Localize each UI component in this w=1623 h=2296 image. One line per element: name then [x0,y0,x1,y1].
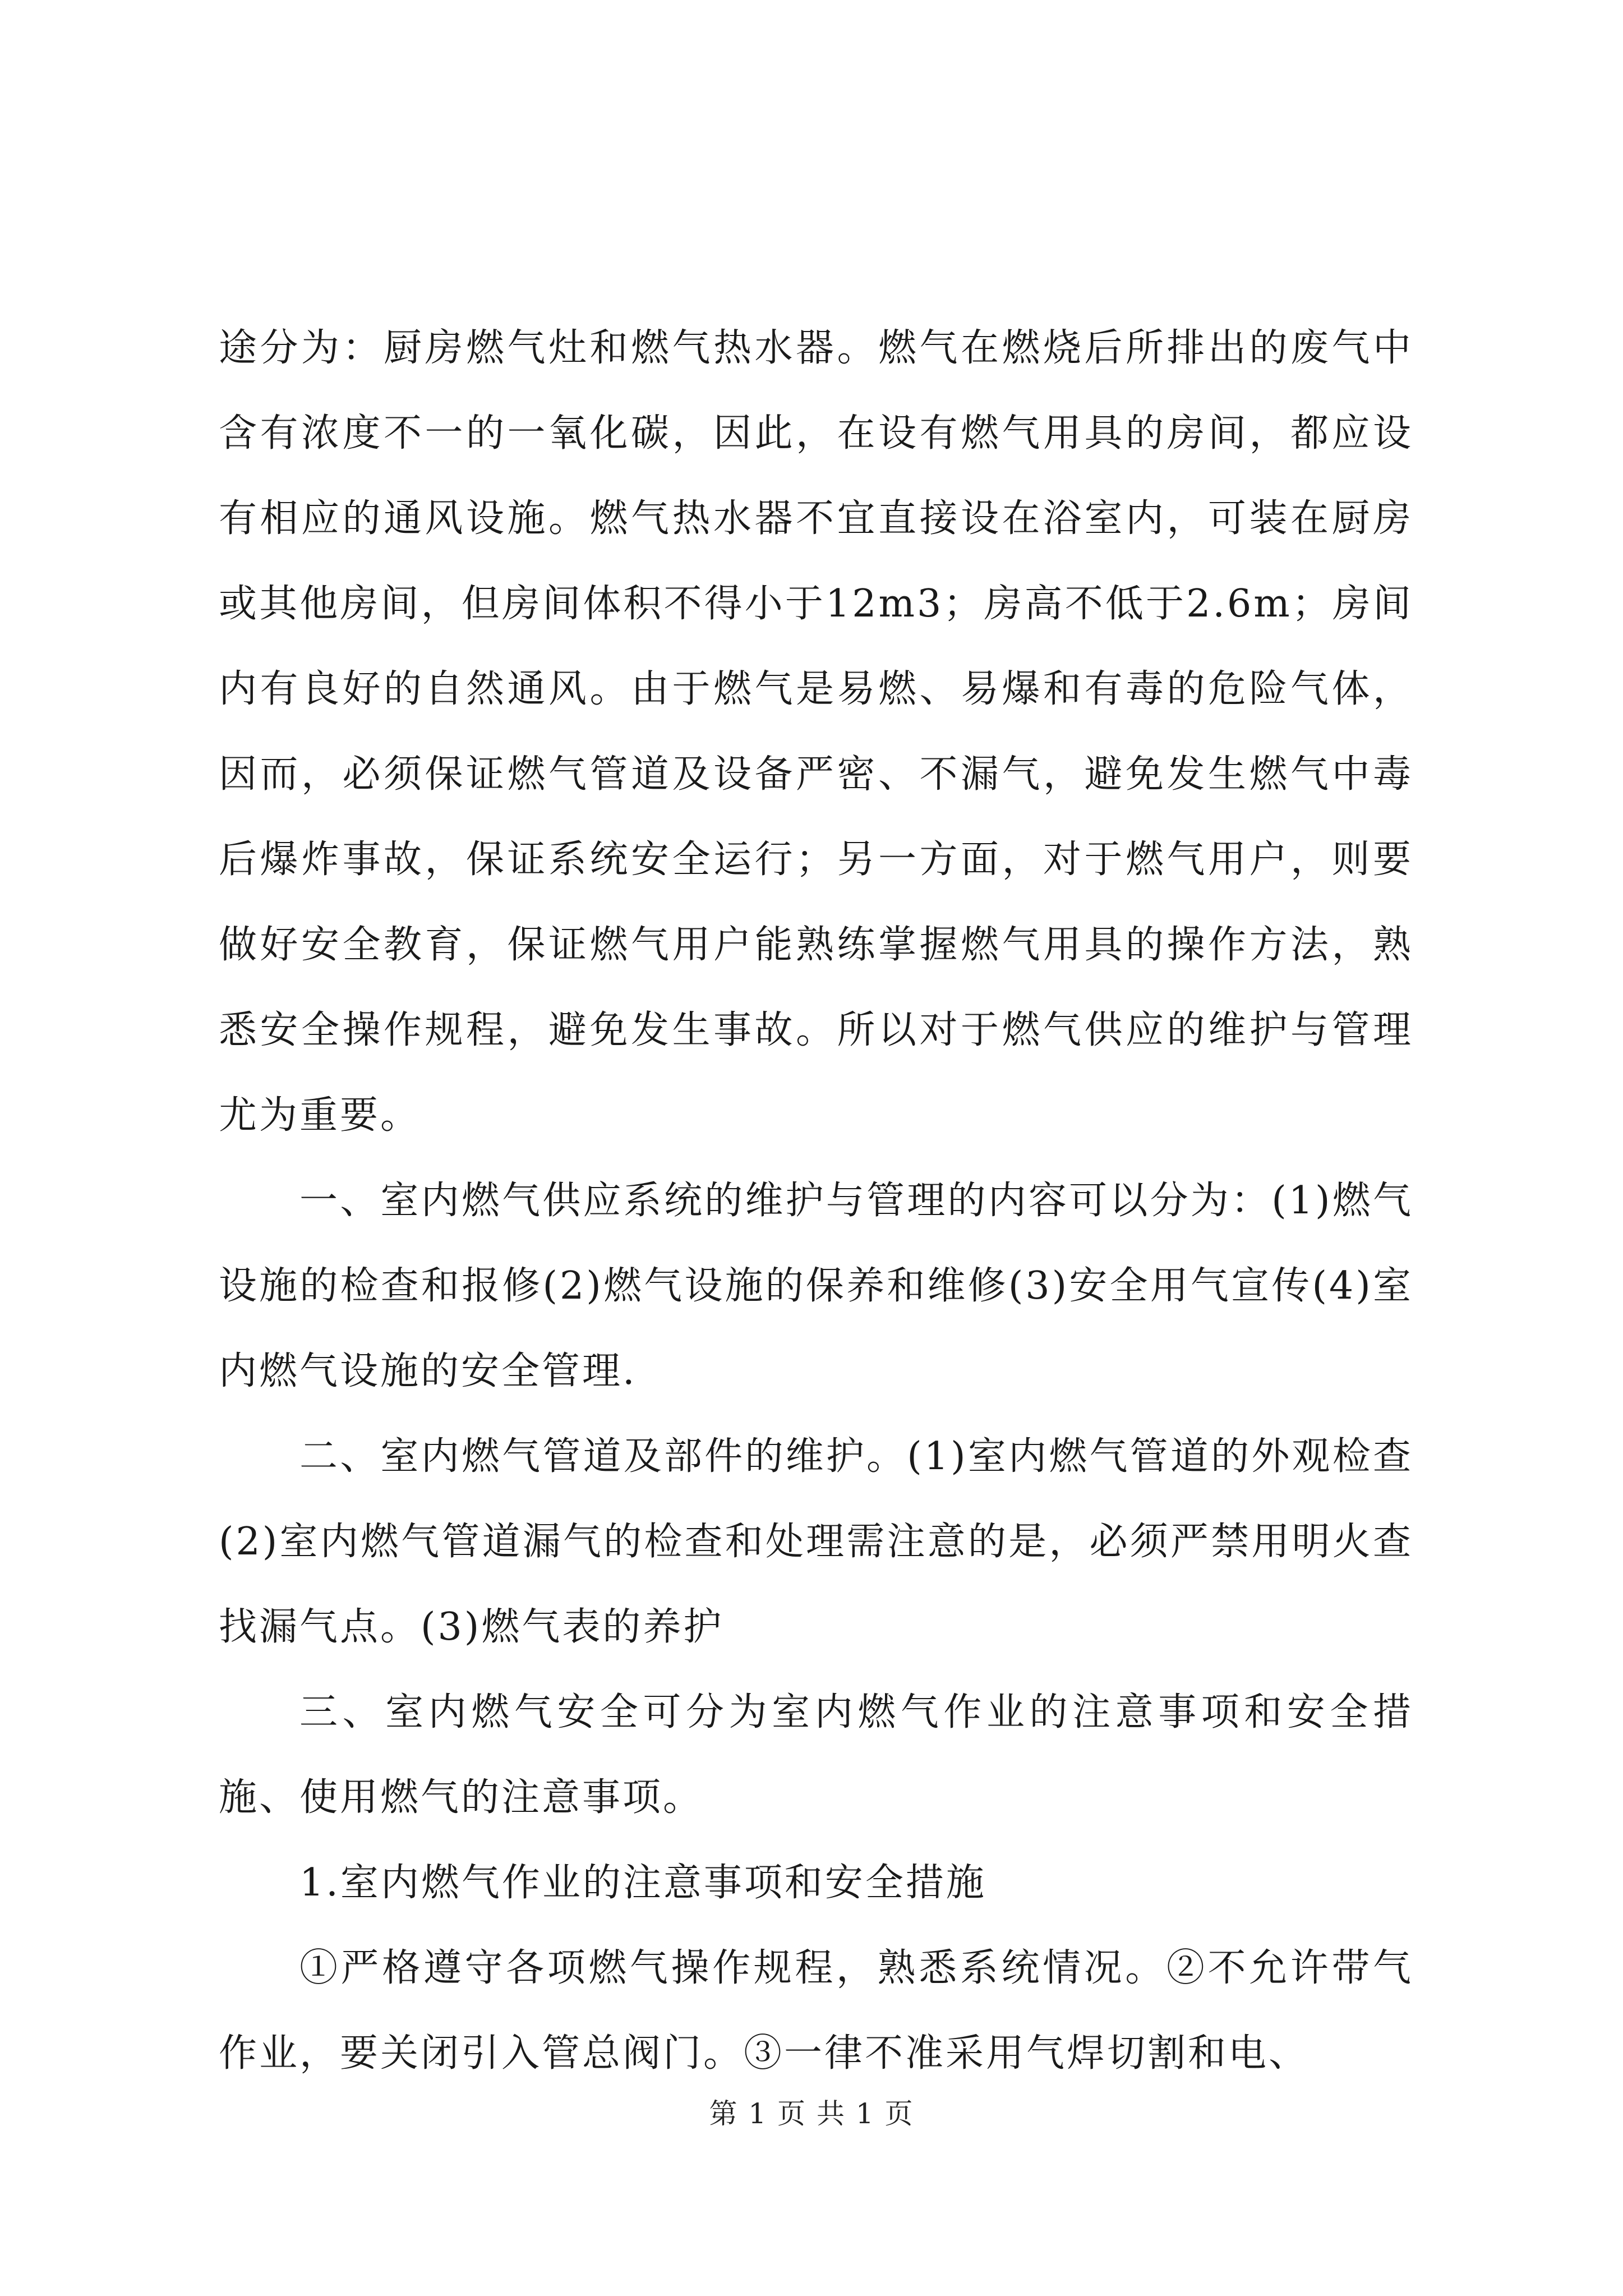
paragraph-section-two: 二、室内燃气管道及部件的维护。(1)室内燃气管道的外观检查(2)室内燃气管道漏气的检查和处理需注意的是，必须严禁用明火查找漏气点。(3)燃气表的养护 [219,1434,1413,1649]
page-footer: 第 1 页 共 1 页 [709,2097,914,2130]
paragraph-safety-measures: ①严格遵守各项燃气操作规程，熟悉系统情况。②不允许带气作业，要关闭引入管总阀门。③一律不准采用气焊切割和电、 [219,1946,1413,2076]
document-body [219,306,1413,2096]
paragraph-section-three: 三、室内燃气安全可分为室内燃气作业的注意事项和安全措施、使用燃气的注意事项。 [219,1690,1413,1820]
paragraph-intro: 途分为：厨房燃气灶和燃气热水器。燃气在燃烧后所排出的废气中含有浓度不一的一氧化碳，因此，在设有燃气用具的房间，都应设有相应的通风设施。燃气热水器不宜直接设在浴室内，可装在厨房或其他房间，但房间体积不得小于12m3；房高不低于2.6m；房间内有良好的自然通风。由于燃气是易燃、易爆和有毒的危险气体，因而，必须保证燃气管道及设备严密、不漏气，避免发生燃气中毒后爆炸事故，保证系统安全运行；另一方面，对于燃气用户，则要做好安全教育，保证燃气用户能熟练掌握燃气用具的操作方法，熟悉安全操作规程，避免发生事故。所以对于燃气供应的维护与管理尤为重要。 [219,326,1413,1138]
paragraph-section-one: 一、室内燃气供应系统的维护与管理的内容可以分为：(1)燃气设施的检查和报修(2)燃气设施的保养和维修(3)安全用气宣传(4)室内燃气设施的安全管理. [219,1179,1413,1393]
paragraph-subheading-1: 1.室内燃气作业的注意事项和安全措施 [299,1861,986,1905]
